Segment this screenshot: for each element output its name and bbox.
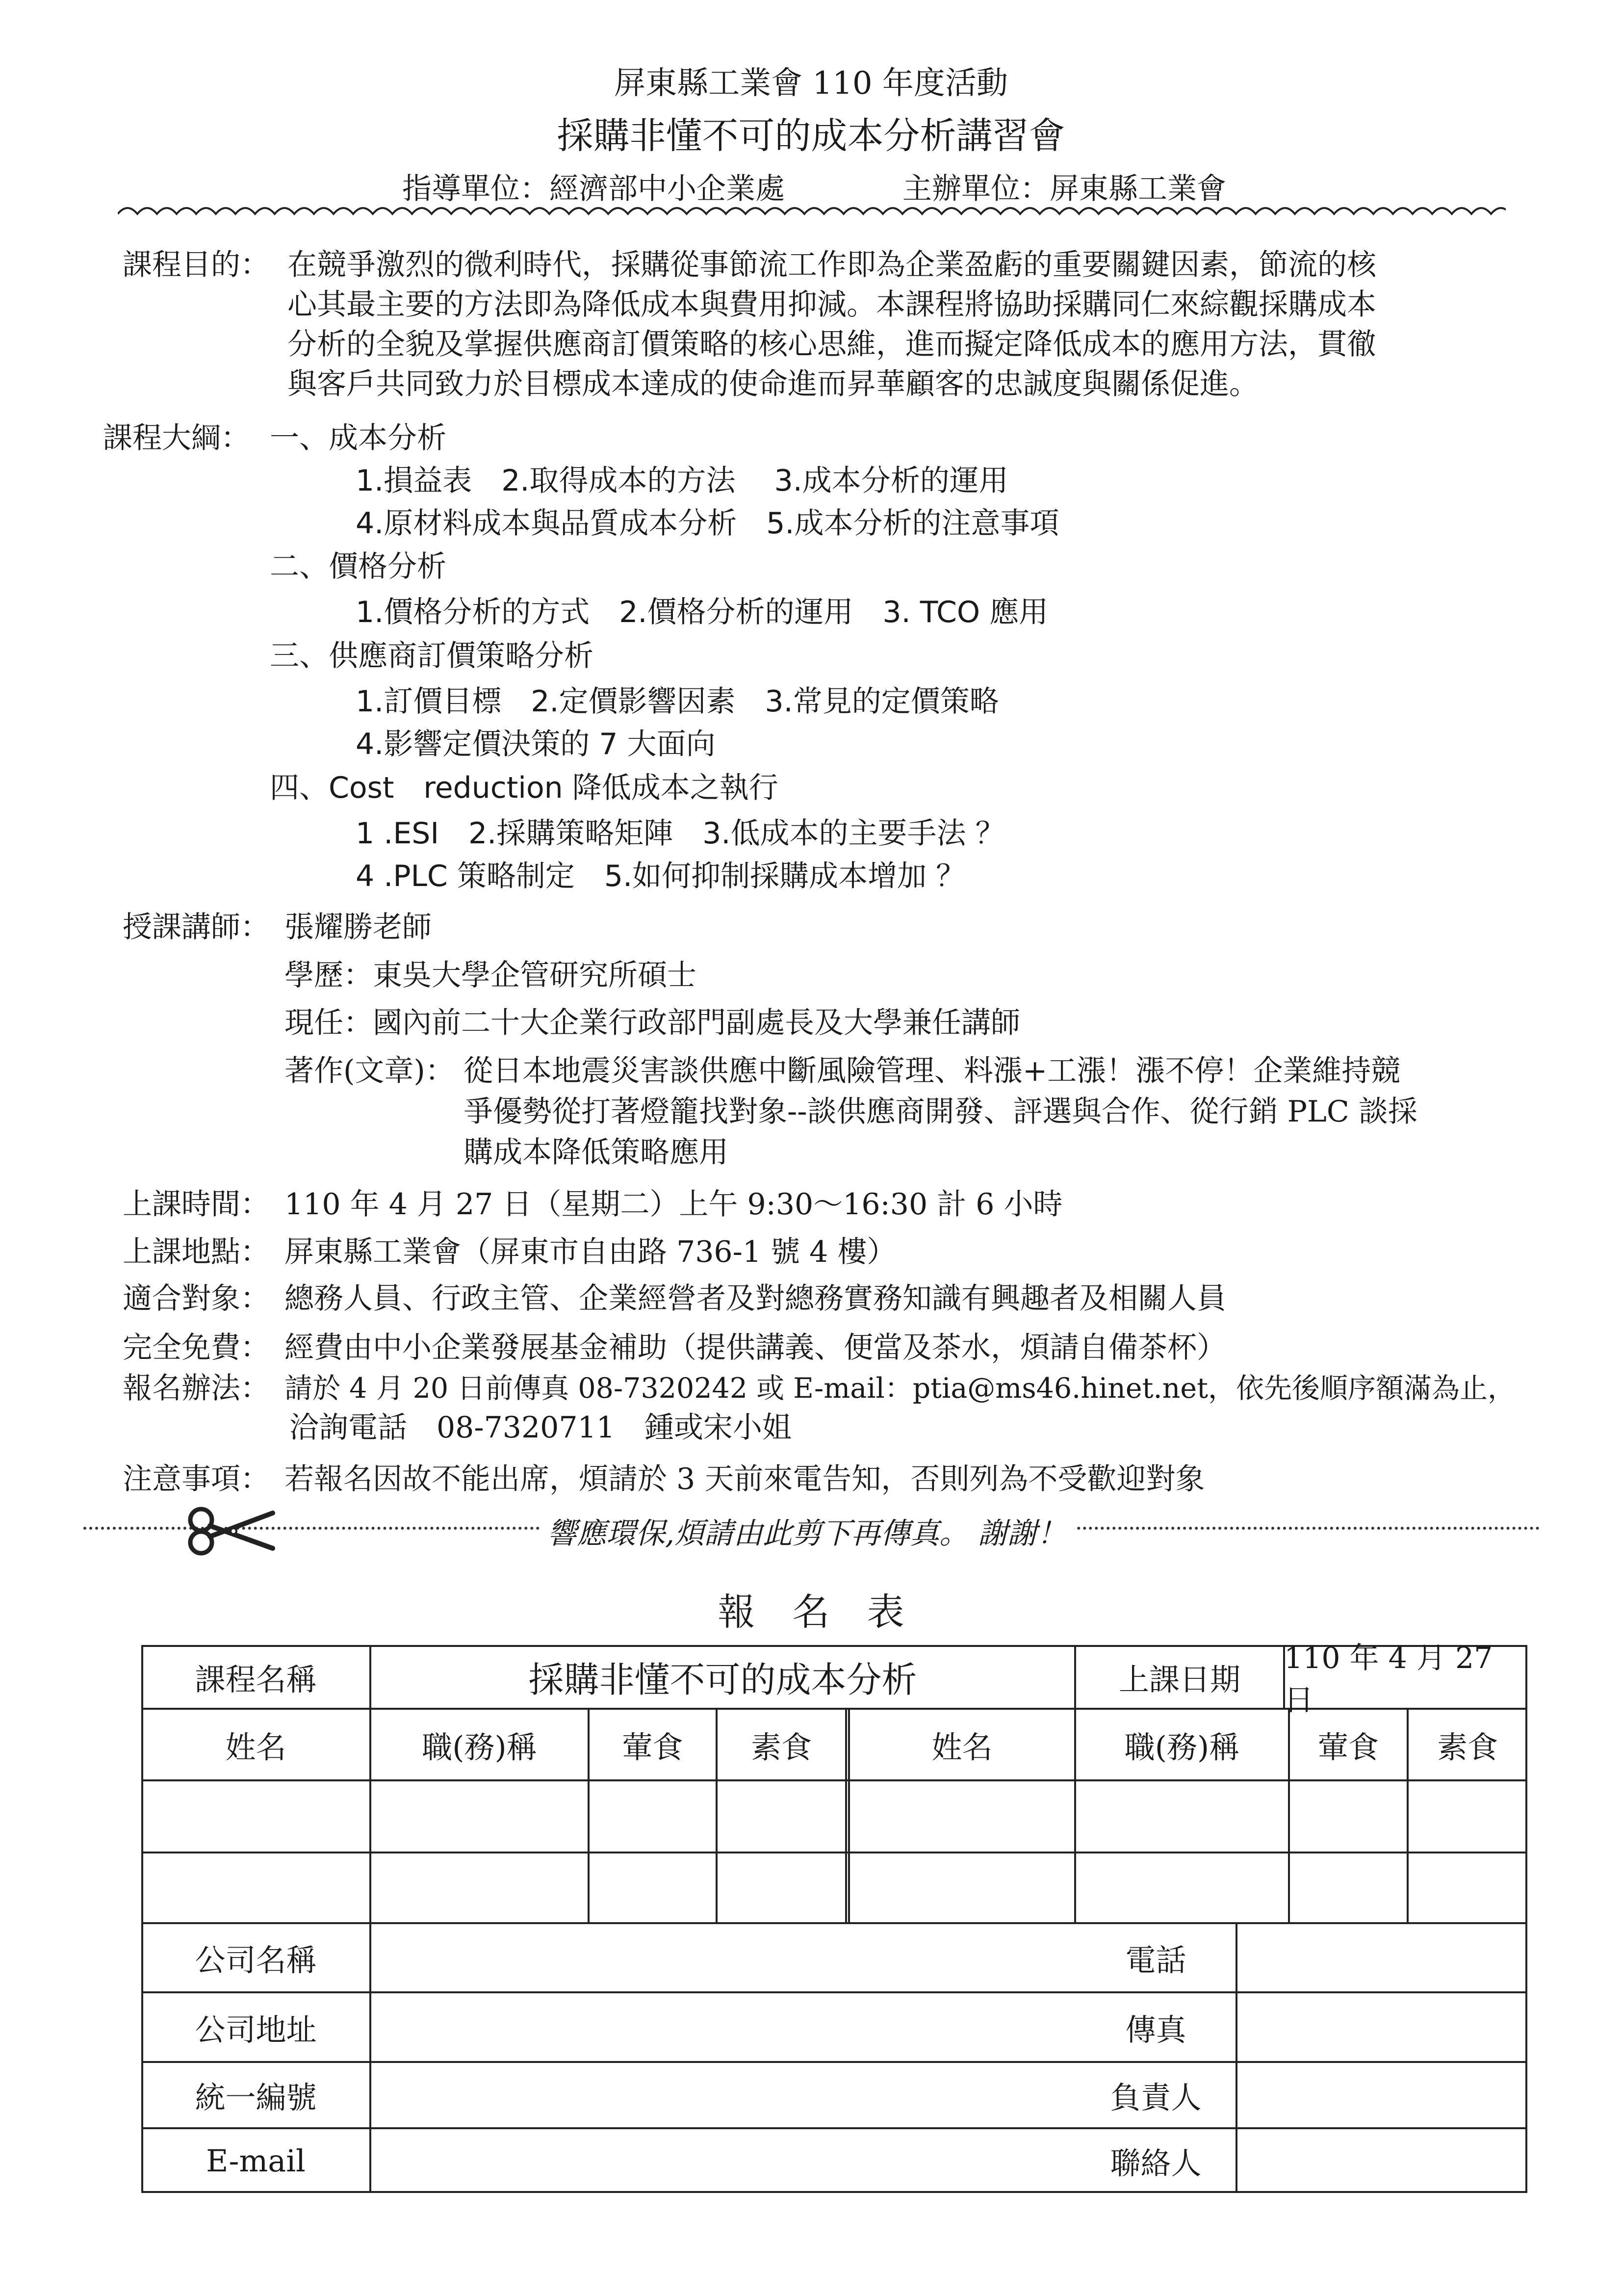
instructor-label: 授課講師：	[123, 910, 270, 944]
objective-line: 分析的全貌及掌握供應商訂價策略的核心思維，進而擬定降低成本的應用方法，貫徹	[287, 327, 1376, 362]
course-name-label: 課程名稱	[195, 1661, 317, 1697]
participant-veg-field[interactable]	[717, 1852, 846, 1923]
col-veg-header: 素食	[750, 1729, 812, 1765]
participant-name-field[interactable]	[141, 1852, 370, 1923]
course-name-value: 採購非懂不可的成本分析	[528, 1659, 917, 1700]
instructor-position: 現任：國內前二十大企業行政部門副處長及大學兼任講師	[284, 1006, 1020, 1040]
participant-veg-field[interactable]	[717, 1780, 846, 1852]
col-meat-header: 葷食	[622, 1729, 683, 1765]
participant-meat-field[interactable]	[589, 1852, 717, 1923]
info-label: 上課地點：	[123, 1235, 270, 1269]
outline-item: 1.訂價目標 2.定價影響因素 3.常見的定價策略	[356, 684, 999, 719]
instructor-works-label: 著作(文章)：	[284, 1054, 455, 1088]
col-name-header: 姓名	[931, 1729, 993, 1765]
outline-item: 1.價格分析的方式 2.價格分析的運用 3. TCO 應用	[356, 595, 1049, 629]
info-value: 總務人員、行政主管、企業經營者及對總務實務知識有興趣者及相關人員	[284, 1281, 1226, 1316]
outline-item: 4.影響定價決策的 7 大面向	[356, 727, 716, 761]
phone-field[interactable]	[1236, 1923, 1527, 1992]
email-label: E-mail	[206, 2142, 306, 2179]
info-value: 屏東縣工業會（屏東市自由路 736-1 號 4 樓）	[284, 1235, 897, 1269]
wavy-divider	[118, 201, 1506, 221]
fax-label: 傳真	[1125, 2011, 1186, 2048]
outline-item: 4.原材料成本與品質成本分析 5.成本分析的注意事項	[356, 506, 1059, 541]
objective-line: 心其最主要的方法即為降低成本與費用抑減。本課程將協助採購同仁來綜觀採購成本	[287, 287, 1376, 322]
company-address-label: 公司地址	[195, 2011, 317, 2048]
col-title-header: 職(務)稱	[1124, 1729, 1240, 1765]
outline-item: 1 .ESI 2.採購策略矩陣 3.低成本的主要手法 ？	[356, 816, 1005, 851]
owner-label: 負責人	[1110, 2080, 1202, 2115]
phone-label: 電話	[1125, 1942, 1186, 1978]
course-date-label: 上課日期	[1118, 1661, 1240, 1697]
participant-name-field[interactable]	[849, 1852, 1075, 1923]
objective-line: 與客戶共同致力於目標成本達成的使命進而昇華顧客的忠誠度與關係促進。	[287, 367, 1259, 401]
info-value: 若報名因故不能出席，煩請於 3 天前來電告知，否則列為不受歡迎對象	[284, 1462, 1205, 1496]
outline-label: 課程大綱：	[103, 421, 250, 455]
instructor-works-line: 購成本降低策略應用	[463, 1135, 728, 1170]
info-value: 請於 4 月 20 日前傳真 08-7320242 或 E-mail：ptia@ms46.hinet.net，依先後順序額滿為止，	[284, 1372, 1516, 1405]
info-value: 洽詢電話 08-7320711 鍾或宋小姐	[289, 1410, 792, 1445]
info-label: 注意事項：	[123, 1462, 270, 1496]
tax-id-label: 統一編號	[195, 2080, 317, 2115]
registration-table	[141, 1641, 1527, 2193]
event-name: 屏東縣工業會 110 年度活動	[614, 65, 1008, 102]
form-title: 報 名 表	[718, 1590, 904, 1634]
outline-heading: 三、供應商訂價策略分析	[270, 639, 593, 673]
info-value: 110 年 4 月 27 日（星期二）上午 9:30～16:30 計 6 小時	[284, 1187, 1063, 1222]
participant-name-field[interactable]	[849, 1780, 1075, 1852]
participant-meat-field[interactable]	[589, 1780, 717, 1852]
outline-item: 1.損益表 2.取得成本的方法 3.成本分析的運用	[356, 464, 1008, 498]
participant-name-field[interactable]	[141, 1780, 370, 1852]
info-label: 完全免費：	[123, 1331, 270, 1365]
email-field[interactable]	[370, 2128, 1075, 2193]
page-title: 採購非懂不可的成本分析講習會	[557, 115, 1065, 157]
info-label: 報名辦法：	[123, 1371, 270, 1406]
participant-title-field[interactable]	[370, 1852, 589, 1923]
outline-heading: 二、價格分析	[270, 549, 446, 584]
outline-heading: 一、成本分析	[270, 421, 446, 455]
contact-field[interactable]	[1236, 2128, 1527, 2193]
fax-field[interactable]	[1236, 1992, 1527, 2062]
owner-field[interactable]	[1236, 2062, 1527, 2128]
info-label: 上課時間：	[123, 1187, 270, 1222]
participant-title-field[interactable]	[1075, 1780, 1289, 1852]
company-address-field[interactable]	[370, 1992, 1075, 2062]
participant-title-field[interactable]	[1075, 1852, 1289, 1923]
col-meat-header: 葷食	[1317, 1729, 1379, 1765]
objective-line: 在競爭激烈的微利時代，採購從事節流工作即為企業盈虧的重要關鍵因素，節流的核	[287, 248, 1376, 282]
outline-item: 4 .PLC 策略制定 5.如何抑制採購成本增加 ？	[356, 859, 966, 893]
col-title-header: 職(務)稱	[422, 1729, 537, 1765]
instructor-education: 學歷：東吳大學企管研究所碩士	[284, 958, 696, 992]
tax-id-field[interactable]	[370, 2062, 1075, 2128]
col-veg-header: 素食	[1437, 1729, 1498, 1765]
company-name-label: 公司名稱	[195, 1942, 317, 1978]
cut-line-text: 響應環保,煩請由此剪下再傳真。 謝謝！	[540, 1510, 1074, 1552]
instructor-works-line: 從日本地震災害談供應中斷風險管理、料漲+工漲！漲不停！企業維持競	[463, 1054, 1401, 1088]
instructor-name: 張耀勝老師	[284, 910, 432, 944]
instructor-works-line: 爭優勢從打著燈籠找對象--談供應商開發、評選與合作、從行銷 PLC 談採	[463, 1095, 1417, 1129]
participant-title-field[interactable]	[370, 1780, 589, 1852]
outline-heading: 四、Cost reduction 降低成本之執行	[270, 771, 778, 805]
participant-meat-field[interactable]	[1289, 1852, 1408, 1923]
participant-veg-field[interactable]	[1408, 1780, 1527, 1852]
contact-label: 聯絡人	[1110, 2145, 1202, 2181]
participant-meat-field[interactable]	[1289, 1780, 1408, 1852]
host-unit: 主辦單位：屏東縣工業會	[902, 172, 1226, 206]
guide-unit: 指導單位：經濟部中小企業處	[402, 172, 785, 206]
course-date-value: 110 年 4 月 27 日	[1284, 1641, 1493, 1718]
scissors-icon	[185, 1501, 279, 1560]
objective-label: 課程目的：	[123, 248, 270, 282]
info-value: 經費由中小企業發展基金補助（提供講義、便當及茶水，煩請自備茶杯）	[284, 1331, 1226, 1365]
participant-veg-field[interactable]	[1408, 1852, 1527, 1923]
info-label: 適合對象：	[123, 1281, 270, 1316]
col-name-header: 姓名	[225, 1729, 286, 1765]
